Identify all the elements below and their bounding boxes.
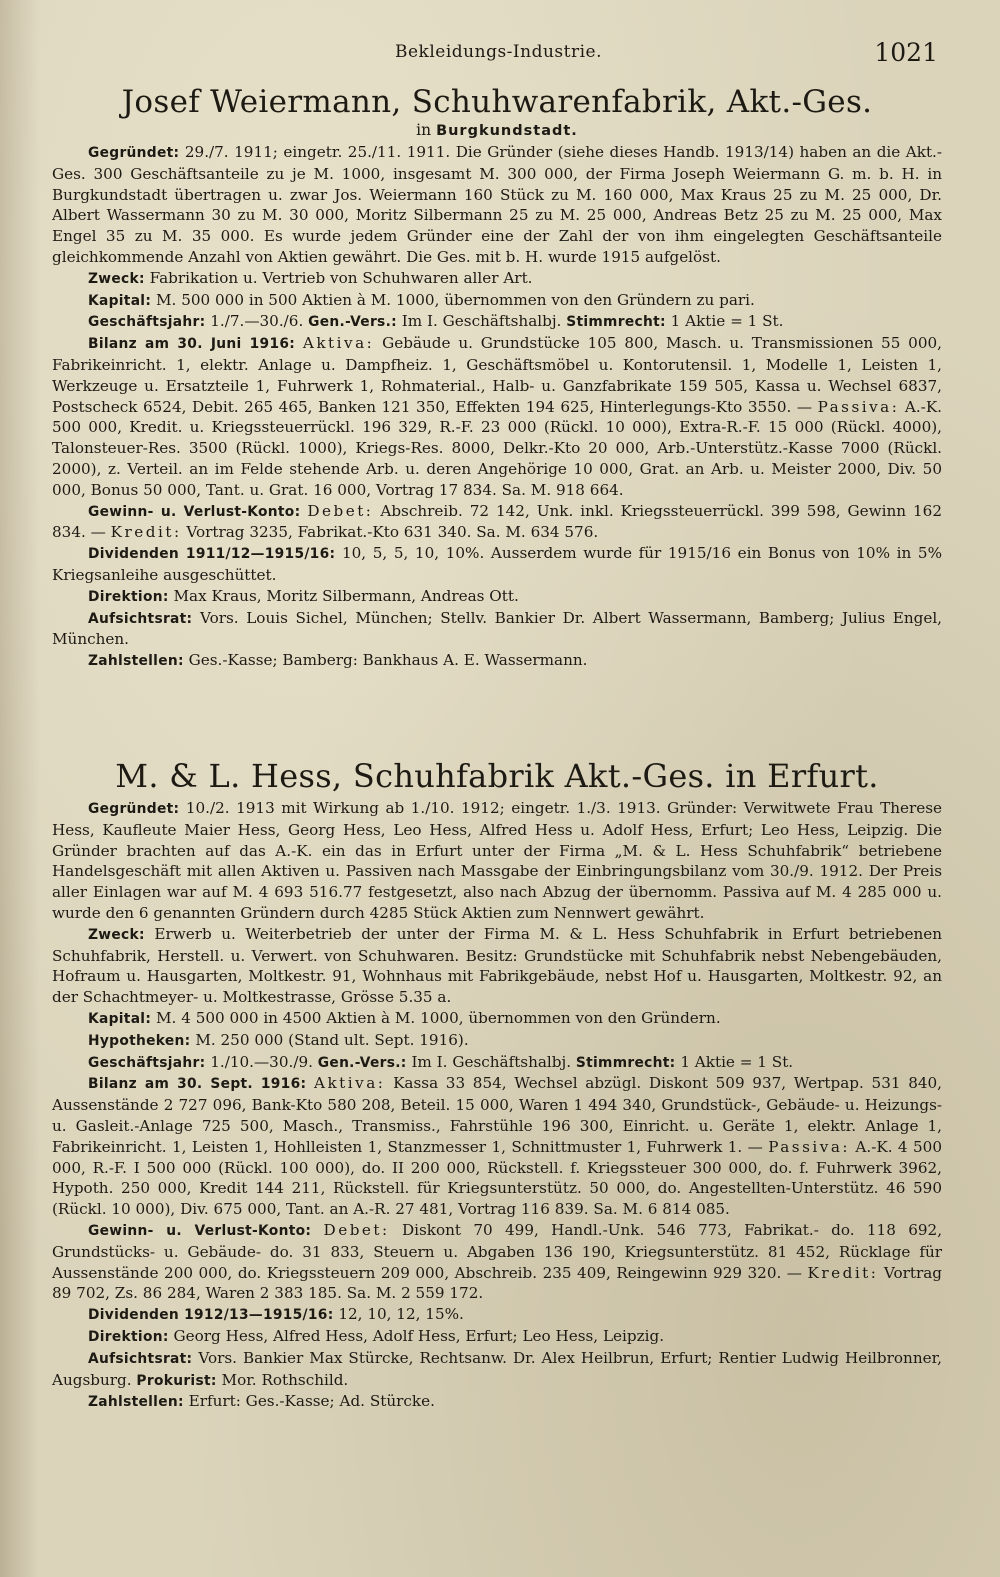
text-direktion: Georg Hess, Alfred Hess, Adolf Hess, Erfurt; Leo Hess, Leipzig. — [173, 1326, 665, 1345]
label-debet: Debet: — [307, 501, 374, 520]
label-hypotheken: Hypotheken: — [88, 1032, 191, 1049]
section-hypotheken — [52, 1030, 942, 1052]
section-bilanz — [52, 333, 942, 500]
text-geschaeftsjahr: 1./10.—30./9. — [210, 1052, 313, 1071]
text-guv-kredit: Vortrag 3235, Fabrikat.-Kto 631 340. Sa. M. 634 576. — [186, 523, 599, 542]
section-aufsichtsrat — [52, 608, 942, 651]
text-bilanz-passiva: A.-K. 500 000, Kredit. u. Kriegssteuerrückl. 196 329, R.-F. 23 000 (Rückl. 10 000), Extra-R.-F. 15 000 (Rückl. 4000), Talonsteuer-Res. 3500 (Rückl. 1000), Kriegs-Res. 8000, Delkr.-Kto 20 000, Arb.-Unterstütz.-Kasse 7000 (Rückl. 2000), z. Verteil. an im Felde stehende Arb. u. deren Angehörige 10 000, Grat. an Arb. u. Meister 2000, Div. 50 000, Bonus 50 000, Tant. u. Grat. 16 000, Vortrag 17 834. Sa. M. 918 664. — [52, 397, 942, 499]
section-gegruendet — [52, 798, 942, 924]
section-dividenden — [52, 543, 942, 586]
label-guv: Gewinn- u. Verlust-Konto: — [88, 1222, 312, 1239]
label-debet: Debet: — [323, 1220, 390, 1239]
section-geschaeftsjahr — [52, 1052, 942, 1074]
label-aktiva: Aktiva: — [302, 334, 375, 353]
text-bilanz-aktiva: Gebäude u. Grundstücke 105 800, Masch. u. Transmissionen 55 000, Fabrikeinricht. 1, elektr. Anlage u. Dampfheiz. 1, Geschäftsmöbel u. Kontorutensil. 1, Modelle 1, Leisten 1, Werkzeuge u. Ersatzteile 1, Fuhrwerk 1, Rohmaterial., Halb- u. Ganzfabrikate 159 505, Kassa u. Wechsel 6837, Postscheck 6524, Debit. 265 465, Banken 121 350, Effekten 194 625, Hinterlegungs-Kto 3550. — — [52, 334, 943, 416]
section-direktion — [52, 586, 942, 608]
text-geschaeftsjahr: 1./7.—30./6. — [210, 312, 304, 331]
location-name: Burgkundstadt. — [436, 123, 578, 139]
label-zweck: Zweck: — [88, 926, 145, 943]
text-kapital: M. 500 000 in 500 Aktien à M. 1000, übernommen von den Gründern zu pari. — [156, 290, 755, 309]
location-prefix: in — [416, 121, 432, 139]
text-aufsichtsrat: Vors. Bankier Max Stürcke, Rechtsanw. Dr. Alex Heilbrun, Erfurt; Rentier Ludwig Heilbronner, Augsburg. — [52, 1348, 943, 1389]
text-genvers: Im I. Geschäftshalbj. — [401, 312, 562, 331]
section-kapital — [52, 290, 942, 312]
section-zweck — [52, 924, 942, 1008]
label-guv: Gewinn- u. Verlust-Konto: — [88, 503, 301, 520]
company-location-weiermann — [52, 120, 942, 141]
section-guv — [52, 501, 942, 544]
article-weiermann — [52, 84, 942, 672]
label-genvers: Gen.-Vers.: — [308, 314, 397, 331]
label-stimmrecht: Stimmrecht: — [575, 1054, 676, 1071]
section-geschaeftsjahr — [52, 311, 942, 333]
text-dividenden: 12, 10, 12, 15%. — [338, 1305, 464, 1324]
text-guv-debet: Abschreib. 72 142, Unk. inkl. Kriegssteuerrückl. 399 598, Gewinn 162 834. — — [52, 501, 942, 542]
label-gegruendet: Gegründet: — [88, 801, 180, 817]
label-bilanz: Bilanz am 30. Sept. 1916: — [88, 1076, 307, 1093]
label-zweck: Zweck: — [88, 270, 145, 287]
label-stimmrecht: Stimmrecht: — [566, 314, 666, 331]
label-genvers: Gen.-Vers.: — [317, 1054, 407, 1071]
section-gegruendet — [52, 142, 942, 268]
label-passiva: Passiva: — [817, 397, 900, 416]
section-zahlstellen — [52, 1391, 942, 1413]
label-dividenden: Dividenden 1911/12—1915/16: — [88, 546, 336, 563]
text-stimmrecht: 1 Aktie = 1 St. — [670, 312, 784, 331]
text-dividenden: 10, 5, 5, 10, 10%. Ausserdem wurde für 1915/16 ein Bonus von 10% in 5% Kriegsanleihe ausgeschüttet. — [52, 544, 942, 584]
text-prokurist: Mor. Rothschild. — [221, 1370, 349, 1389]
text-aufsichtsrat: Vors. Louis Sichel, München; Stellv. Bankier Dr. Albert Wassermann, Bamberg; Julius Engel, München. — [52, 608, 942, 649]
label-aktiva: Aktiva: — [314, 1074, 386, 1093]
text-stimmrecht: 1 Aktie = 1 St. — [680, 1052, 794, 1071]
section-bilanz — [52, 1073, 942, 1220]
section-dividenden — [52, 1304, 942, 1326]
text-zahlstellen: Erfurt: Ges.-Kasse; Ad. Stürcke. — [188, 1392, 435, 1411]
text-direktion: Max Kraus, Moritz Silbermann, Andreas Ott. — [173, 586, 519, 605]
text-bilanz-aktiva: Kassa 33 854, Wechsel abzügl. Diskont 509 937, Wertpap. 531 840, Aussenstände 2 727 096, Bank-Kto 580 208, Beteil. 15 000, Waren 1 494 340, Grundstück-, Gebäude- u. Heizungs- u. Gasleit.-Anlage 725 500, Masch., Transmiss., Fahrstühle 196 300, Einricht. u. Geräte 1, elektr. Anlage 1, Fabrikeinricht. 1, Leisten 1, Hohlleisten 1, Stanzmesser 1, Schnittmuster 1, Fuhrwerk 1. — — [52, 1074, 943, 1156]
label-aufsichtsrat: Aufsichtsrat: — [88, 1350, 193, 1367]
page-number: 1021 — [874, 38, 938, 67]
text-gegruendet: 10./2. 1913 mit Wirkung ab 1./10. 1912; eingetr. 1./3. 1913. Gründer: Verwitwete Frau Therese Hess, Kaufleute Maier Hess, Georg Hess, Leo Hess, Alfred Hess u. Adolf Hess, Erfurt; Leo Hess, Leipzig. Die Gründer brachten auf das A.-K. ein das in Erfurt unter der Firma „M. & L. Hess Schuhfabrik“ betriebene Handelsgeschäft mit allen Aktiven u. Passiven nach Massgabe der Einbringungsbilanz vom 30./9. 1912. Der Preis aller Einlagen war auf M. 4 693 516.77 festgesetzt, also nach Abzug der übernomm. Passiva auf M. 4 285 000 u. wurde den 6 genannten Gründern durch 4285 Stück Aktien zum Nennwert gewährt. — [52, 799, 943, 922]
running-head — [0, 38, 1000, 68]
text-hypotheken: M. 250 000 (Stand ult. Sept. 1916). — [195, 1030, 469, 1049]
running-title: Bekleidungs-Industrie. — [395, 42, 602, 62]
text-zweck: Erwerb u. Weiterbetrieb der unter der Firma M. & L. Hess Schuhfabrik in Erfurt betriebenen Schuhfabrik, Herstell. u. Verwert. von Schuhwaren. Besitz: Grundstücke mit Schuhfabrik nebst Nebengebäuden, Hofraum u. Hausgarten, Moltkestr. 91, Wohnhaus mit Fabrikgebäude, nebst Hof u. Hausgarten, Moltkestr. 92, an der Schachtmeyer- u. Moltkestrasse, Grösse 5.35 a. — [52, 924, 942, 1007]
label-kredit: Kredit: — [110, 523, 182, 542]
label-kapital: Kapital: — [88, 1010, 152, 1027]
section-zahlstellen — [52, 650, 942, 672]
company-title-hess: M. & L. Hess, Schuhfabrik Akt.-Ges. in Erfurt. — [115, 757, 879, 795]
text-zweck: Fabrikation u. Vertrieb von Schuhwaren aller Art. — [149, 268, 533, 287]
text-guv-kredit: Vortrag 89 702, Zs. 86 284, Waren 2 383 185. Sa. M. 2 559 172. — [52, 1263, 943, 1303]
article-hess — [52, 758, 942, 1413]
text-zahlstellen: Ges.-Kasse; Bamberg: Bankhaus A. E. Wassermann. — [188, 651, 588, 670]
section-zweck — [52, 268, 942, 290]
label-passiva: Passiva: — [768, 1137, 851, 1156]
label-geschaeftsjahr: Geschäftsjahr: — [88, 314, 206, 331]
label-bilanz: Bilanz am 30. Juni 1916: — [88, 336, 296, 353]
text-guv-debet: Diskont 70 499, Handl.-Unk. 546 773, Fabrikat.- do. 118 692, Grundstücks- u. Gebäude- do. 31 833, Steuern u. Abgaben 136 190, Kriegsunterstütz. 81 452, Rücklage für Aussenstände 200 000, do. Kriegssteuern 209 000, Abschreib. 235 409, Reingewinn 929 320. — — [52, 1220, 943, 1282]
label-kapital: Kapital: — [88, 292, 152, 309]
label-gegruendet: Gegründet: — [88, 145, 180, 161]
section-guv — [52, 1220, 942, 1304]
label-zahlstellen: Zahlstellen: — [88, 653, 184, 670]
text-genvers: Im I. Geschäftshalbj. — [411, 1052, 572, 1071]
section-aufsichtsrat — [52, 1348, 942, 1392]
company-title-weiermann: Josef Weiermann, Schuhwarenfabrik, Akt.-Ges. — [121, 84, 873, 120]
label-dividenden: Dividenden 1912/13—1915/16: — [88, 1307, 334, 1324]
section-kapital — [52, 1008, 942, 1030]
label-direktion: Direktion: — [88, 1328, 169, 1345]
section-direktion — [52, 1326, 942, 1348]
label-direktion: Direktion: — [88, 588, 169, 605]
text-kapital: M. 4 500 000 in 4500 Aktien à M. 1000, übernommen von den Gründern. — [156, 1008, 721, 1027]
label-prokurist: Prokurist: — [136, 1372, 217, 1389]
label-kredit: Kredit: — [807, 1263, 879, 1282]
text-bilanz-passiva: A.-K. 4 500 000, R.-F. I 500 000 (Rückl. 100 000), do. II 200 000, Rückstell. f. Kriegssteuer 300 000, do. f. Fuhrwerk 3962, Hypoth. 250 000, Kredit 144 211, Rückstell. für Kriegsunterstütz. 50 000, do. Angestellten-Unterstütz. 46 590 (Rückl. 10 000), Div. 675 000, Tant. an A.-R. 27 481, Vortrag 116 839. Sa. M. 6 814 085. — [52, 1137, 942, 1219]
label-geschaeftsjahr: Geschäftsjahr: — [88, 1054, 206, 1071]
label-zahlstellen: Zahlstellen: — [88, 1394, 184, 1411]
text-gegruendet: 29./7. 1911; eingetr. 25./11. 1911. Die Gründer (siehe dieses Handb. 1913/14) haben an die Akt.-Ges. 300 Geschäftsanteile zu je M. 1000, insgesamt M. 300 000, der Firma Joseph Weiermann G. m. b. H. in Burgkundstadt übertragen u. zwar Jos. Weiermann 160 Stück zu M. 160 000, Max Kraus 25 zu M. 25 000, Dr. Albert Wassermann 30 zu M. 30 000, Moritz Silbermann 25 zu M. 25 000, Andreas Betz 25 zu M. 25 000, Max Engel 35 zu M. 35 000. Es wurde jedem Gründer eine der Zahl der von ihm eingelegten Geschäftsanteile gleichkommende Anzahl von Aktien gewährt. Die Ges. mit b. H. wurde 1915 aufgelöst. — [52, 143, 943, 266]
label-aufsichtsrat: Aufsichtsrat: — [88, 610, 193, 627]
